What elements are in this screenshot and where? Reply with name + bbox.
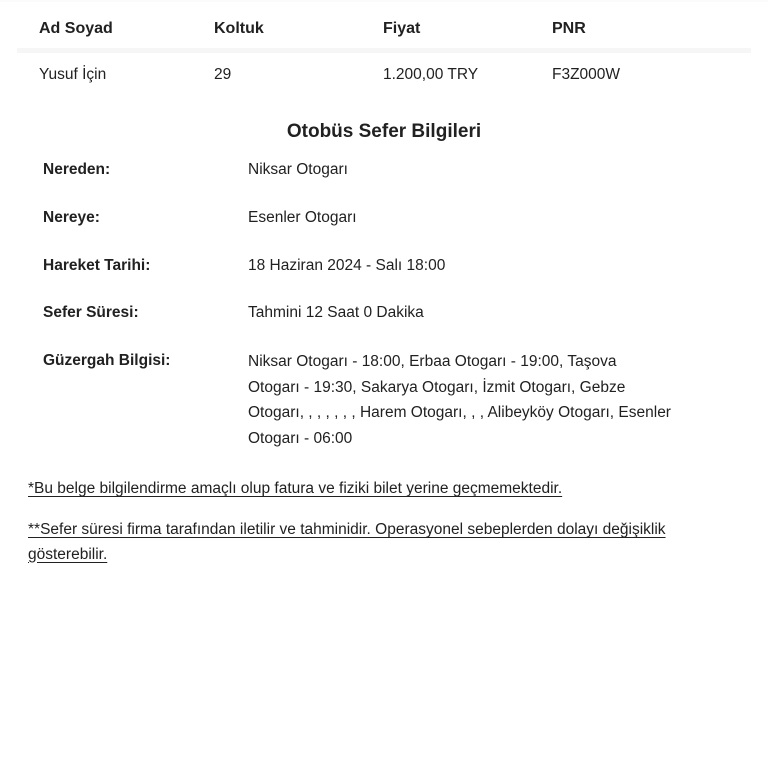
footnote-1: *Bu belge bilgilendirme amaçlı olup fatura ve fiziki bilet yerine geçmemektedir. bbox=[28, 480, 563, 497]
cell-passenger-name: Yusuf İçin bbox=[39, 66, 107, 83]
column-header-koltuk: Koltuk bbox=[214, 20, 264, 37]
page-top-edge bbox=[0, 0, 768, 2]
info-value-nereden: Niksar Otogarı bbox=[248, 161, 348, 178]
info-label-guzergah-bilgisi: Güzergah Bilgisi: bbox=[43, 352, 171, 369]
info-value-guzergah-bilgisi: Niksar Otogarı - 18:00, Erbaa Otogarı - 19:00, Taşova Otogarı - 19:30, Sakarya Otogarı, İzmit Otogarı, Gebze Otogarı, , , , , , , Harem Otogarı, , , Alibeyköy Otogarı, Esenler Otogarı - 06:00 bbox=[248, 353, 671, 447]
passenger-table-header bbox=[39, 20, 750, 38]
info-value-sefer-suresi: Tahmini 12 Saat 0 Dakika bbox=[248, 304, 424, 321]
cell-pnr-code: F3Z000W bbox=[552, 66, 621, 83]
info-value-hareket-tarihi: 18 Haziran 2024 - Salı 18:00 bbox=[248, 257, 446, 274]
column-header-pnr: PNR bbox=[552, 20, 586, 37]
footnote-2: **Sefer süresi firma tarafından iletilir ve tahminidir. Operasyonel sebeplerden dolayı değişiklik gösterebilir. bbox=[28, 521, 666, 563]
section-title: Otobüs Sefer Bilgileri bbox=[286, 121, 482, 142]
info-label-sefer-suresi: Sefer Süresi: bbox=[43, 304, 139, 321]
info-label-hareket-tarihi: Hareket Tarihi: bbox=[43, 257, 151, 274]
passenger-table-row bbox=[39, 66, 750, 84]
info-label-nereden: Nereden: bbox=[43, 161, 111, 178]
info-label-nereye: Nereye: bbox=[43, 209, 100, 226]
table-header-divider bbox=[17, 48, 751, 53]
cell-price: 1.200,00 TRY bbox=[383, 66, 479, 83]
cell-seat-number: 29 bbox=[214, 66, 232, 83]
column-header-fiyat: Fiyat bbox=[383, 20, 421, 37]
info-value-nereye: Esenler Otogarı bbox=[248, 209, 357, 226]
column-header-ad-soyad: Ad Soyad bbox=[39, 20, 113, 37]
